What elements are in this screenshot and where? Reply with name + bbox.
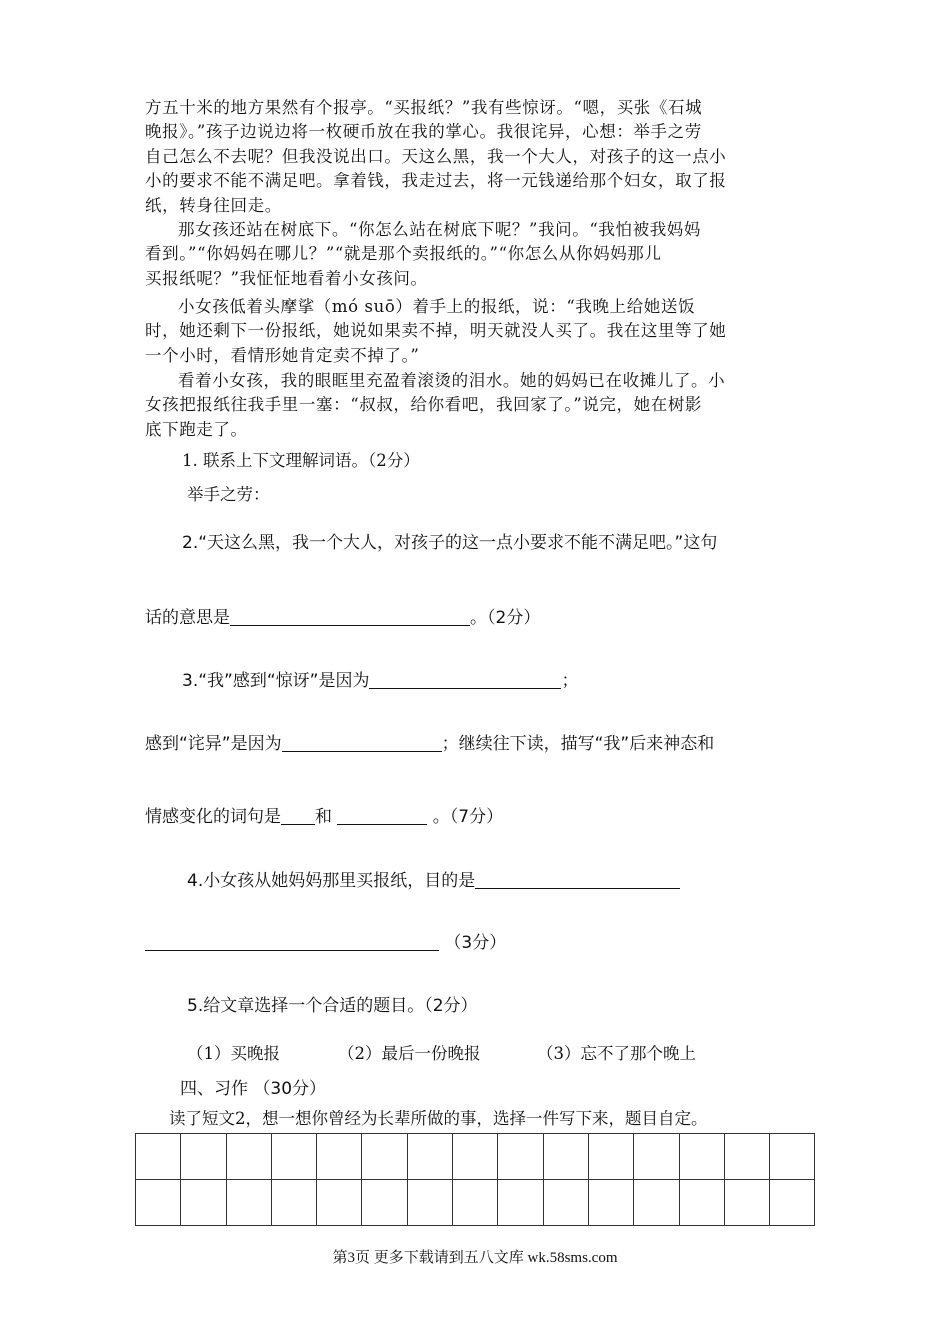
grid-cell[interactable] <box>679 1180 724 1226</box>
question-3-prefix-2: 感到“诧异”是因为 <box>145 734 282 754</box>
grid-cell[interactable] <box>226 1180 271 1226</box>
question-2-prefix: 话的意思是 <box>145 608 230 628</box>
answer-blank[interactable] <box>337 805 427 825</box>
grid-cell[interactable] <box>453 1134 498 1180</box>
grid-cell[interactable] <box>181 1134 226 1180</box>
grid-cell[interactable] <box>407 1134 452 1180</box>
grid-cell[interactable] <box>770 1180 815 1226</box>
grid-cell[interactable] <box>498 1180 543 1226</box>
question-4-suffix: （3分） <box>444 933 507 953</box>
passage-paragraph-3 <box>145 295 810 368</box>
grid-cell[interactable] <box>317 1180 362 1226</box>
grid-cell[interactable] <box>770 1134 815 1180</box>
grid-row <box>136 1134 815 1180</box>
grid-row <box>136 1180 815 1226</box>
grid-cell[interactable] <box>136 1134 181 1180</box>
grid-cell[interactable] <box>679 1134 724 1180</box>
grid-cell[interactable] <box>634 1180 679 1226</box>
question-3-suffix-1: ； <box>561 671 579 691</box>
passage-paragraph-4 <box>145 369 810 442</box>
question-4-prefix: 4.小女孩从她妈妈那里买报纸，目的是 <box>187 871 476 891</box>
text-line: 看到。”“你妈妈在哪儿？”“就是那个卖报纸的。”“你怎么从你妈妈那儿 <box>145 244 662 264</box>
section-4-instruction: 读了短文2，想一想你曾经为长辈所做的事，选择一件写下来，题目自定。 <box>169 1109 708 1128</box>
grid-cell[interactable] <box>181 1180 226 1226</box>
question-2-suffix: 。（2分） <box>470 608 541 628</box>
text-line: 女孩把报纸往我手里一塞：“叔叔，给你看吧，我回家了。”说完，她在树影 <box>145 395 703 415</box>
grid-cell[interactable] <box>543 1134 588 1180</box>
grid-cell[interactable] <box>226 1134 271 1180</box>
question-2-line-2 <box>145 603 540 628</box>
text-line: 买报纸呢？”我怔怔地看着小女孩问。 <box>145 268 428 288</box>
page-footer: 第3页 更多下载请到五八文库 wk.58sms.com <box>332 1250 618 1266</box>
question-3-mid-3: 和 <box>315 807 338 827</box>
question-2-line-1: 2.“天这么黑，我一个大人，对孩子的这一点小要求不能不满足吧。”这句 <box>182 533 718 553</box>
grid-cell[interactable] <box>271 1180 316 1226</box>
answer-blank[interactable] <box>282 732 442 752</box>
grid-cell[interactable] <box>317 1134 362 1180</box>
question-1: 1. 联系上下文理解词语。（2分） <box>182 451 420 470</box>
grid-cell[interactable] <box>498 1134 543 1180</box>
question-5-option-1[interactable]: （1）买晚报 <box>187 1044 280 1063</box>
question-3-line-1 <box>182 666 578 691</box>
question-3-suffix-2: ；继续往下读，描写“我”后来神态和 <box>441 734 715 754</box>
text-line: 自己怎么不去呢？但我没说出口。天这么黑，我一个大人，对孩子的这一点小 <box>145 146 727 166</box>
grid-cell[interactable] <box>588 1134 633 1180</box>
answer-blank[interactable] <box>230 606 470 626</box>
question-5: 5.给文章选择一个合适的题目。（2分） <box>187 996 478 1016</box>
text-line: 看着小女孩，我的眼眶里充盈着滚烫的泪水。她的妈妈已在收摊儿了。小 <box>178 371 726 390</box>
grid-cell[interactable] <box>136 1180 181 1226</box>
grid-cell[interactable] <box>543 1180 588 1226</box>
text-line: 晚报》。”孩子边说边将一枚硬币放在我的掌心。我很诧异，心想：举手之劳 <box>145 122 702 142</box>
question-4-line-2 <box>145 928 506 953</box>
text-line: 小的要求不能不满足吧。拿着钱，我走过去，将一元钱递给那个妇女，取了报 <box>145 171 727 191</box>
passage-paragraph-2 <box>145 218 810 291</box>
passage-paragraph-1 <box>145 96 810 218</box>
text-line: 底下跑走了。 <box>145 419 248 439</box>
answer-blank[interactable] <box>475 869 680 889</box>
question-3-line-3 <box>145 802 503 827</box>
grid-cell[interactable] <box>362 1134 407 1180</box>
question-3-prefix-3: 情感变化的词句是 <box>145 807 281 827</box>
grid-cell[interactable] <box>271 1134 316 1180</box>
section-4-heading: 四、习作 （30分） <box>180 1079 327 1099</box>
question-3-line-2 <box>145 729 714 754</box>
question-1-term: 举手之劳： <box>187 485 270 504</box>
answer-blank[interactable] <box>145 931 439 951</box>
question-4-line-1 <box>187 866 680 891</box>
text-line: 小女孩低着头摩挲（mó suō）着手上的报纸，说：“我晚上给她送饭 <box>178 297 696 316</box>
text-line: 那女孩还站在树底下。“你怎么站在树底下呢？”我问。“我怕被我妈妈 <box>178 220 702 239</box>
grid-cell[interactable] <box>588 1180 633 1226</box>
grid-cell[interactable] <box>407 1180 452 1226</box>
text-line: 一个小时，看情形她肯定卖不掉了。” <box>145 345 420 365</box>
answer-blank[interactable] <box>369 669 561 689</box>
grid-cell[interactable] <box>724 1134 769 1180</box>
grid-cell[interactable] <box>362 1180 407 1226</box>
question-3-prefix-1: 3.“我”感到“惊讶”是因为 <box>182 671 370 691</box>
grid-cell[interactable] <box>453 1180 498 1226</box>
text-line: 方五十米的地方果然有个报亭。“买报纸？”我有些惊讶。“嗯，买张《石城 <box>145 98 703 117</box>
question-5-option-3[interactable]: （3）忘不了那个晚上 <box>537 1044 696 1063</box>
writing-grid[interactable] <box>135 1133 815 1226</box>
text-line: 时，她还剩下一份报纸，她说如果卖不掉，明天就没人买了。我在这里等了她 <box>145 321 727 341</box>
grid-cell[interactable] <box>634 1134 679 1180</box>
text-line: 纸，转身往回走。 <box>145 195 282 215</box>
answer-blank[interactable] <box>281 805 315 825</box>
question-5-option-2[interactable]: （2）最后一份晚报 <box>338 1044 481 1063</box>
question-3-suffix-3: 。（7分） <box>427 807 504 827</box>
grid-cell[interactable] <box>724 1180 769 1226</box>
